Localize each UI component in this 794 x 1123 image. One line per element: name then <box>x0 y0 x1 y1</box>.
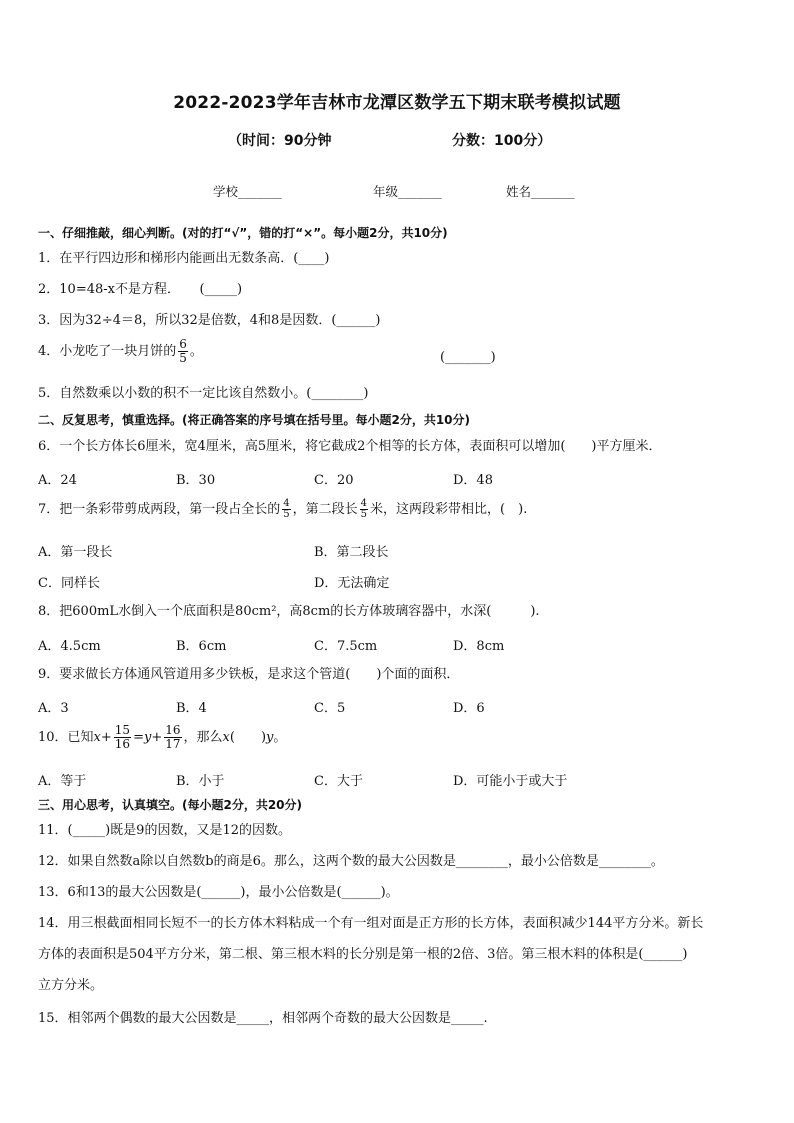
section-heading-1: 一、仔细推敲，细心判断。(对的打“√”，错的打“×”。每小题2分，共10分) <box>38 226 448 240</box>
question-4: 4．小龙吃了一块月饼的 $\frac{6}{5}$ 。 <box>38 337 203 365</box>
fraction-15-16: $\frac{15}{16}$ <box>114 723 131 751</box>
q10-option-d[interactable]: D．可能小于或大于 <box>453 774 568 789</box>
question-14-line-2: 方体的表面积是504平方分米，第二根、第三根木料的长分别是第一根的2倍、3倍。第三根木料的体积是(______) <box>38 947 688 962</box>
question-9: 9．要求做长方体通风管道用多少铁板，是求这个管道( )个面的面积． <box>38 667 460 682</box>
question-4-blank[interactable]: (_______) <box>440 350 496 365</box>
question-15: 15．相邻两个偶数的最大公因数是_____，相邻两个奇数的最大公因数是_____. <box>38 1011 488 1026</box>
q7-option-d[interactable]: D．无法确定 <box>314 576 390 591</box>
q9-option-b[interactable]: B．4 <box>176 701 207 716</box>
q6-option-b[interactable]: B．30 <box>176 473 216 488</box>
q8-option-d[interactable]: D．8cm <box>453 639 505 654</box>
fraction-16-17: $\frac{16}{17}$ <box>165 723 181 751</box>
q8-option-a[interactable]: A．4.5cm <box>38 639 101 654</box>
question-14-line-3: 立方分米。 <box>38 978 104 993</box>
question-10: 10．已知x+ $\frac{15}{16}$ =y+ $\frac{16}{17}$ ，那么x( )y。 <box>38 723 287 751</box>
question-4-text: 4．小龙吃了一块月饼的 <box>38 344 177 359</box>
fraction-4-5-a: $\frac{4}{5}$ <box>283 498 290 520</box>
question-8: 8．把600mL水倒入一个底面积是80cm²，高8cm的长方体玻璃容器中，水深( ). <box>38 604 540 619</box>
q8-option-c[interactable]: C．7.5cm <box>314 639 378 654</box>
q10-option-c[interactable]: C．大于 <box>314 774 363 789</box>
fraction-6-5: $\frac{6}{5}$ <box>179 337 187 365</box>
q7-option-b[interactable]: B．第二段长 <box>314 545 389 560</box>
q7-option-a[interactable]: A．第一段长 <box>38 545 113 560</box>
question-2: 2．10=48-x不是方程． (_____) <box>38 282 243 297</box>
question-7: 7．把一条彩带剪成两段，第一段占全长的 $\frac{4}{5}$ ，第二段长 $\frac{4}{5}$ 米，这两段彩带相比，( ). <box>38 498 528 520</box>
q9-option-d[interactable]: D．6 <box>453 701 485 716</box>
name-field[interactable]: 姓名_______ <box>506 184 575 199</box>
q6-option-d[interactable]: D．48 <box>453 473 493 488</box>
section-heading-3: 三、用心思考，认真填空。(每小题2分，共20分) <box>38 798 303 812</box>
question-11: 11．(_____)既是9的因数，又是12的因数。 <box>38 823 291 838</box>
question-12: 12．如果自然数a除以自然数b的商是6。那么，这两个数的最大公因数是________，最小公倍数是________。 <box>38 854 664 869</box>
question-13: 13．6和13的最大公因数是(______)，最小公倍数是(______)。 <box>38 885 399 900</box>
q7-option-c[interactable]: C．同样长 <box>38 576 100 591</box>
grade-field[interactable]: 年级_______ <box>373 184 442 199</box>
page-title: 2022-2023学年吉林市龙潭区数学五下期末联考模拟试题 <box>173 93 621 113</box>
question-1: 1．在平行四边形和梯形内能画出无数条高．(____) <box>38 251 330 266</box>
q10-option-a[interactable]: A．等于 <box>38 774 87 789</box>
exam-time: （时间：90分钟 <box>228 133 332 149</box>
question-14-line-1: 14．用三根截面相同长短不一的长方体木料粘成一个有一组对面是正方形的长方体，表面积减少144平方分米。新长 <box>38 916 704 931</box>
q6-option-c[interactable]: C．20 <box>314 473 354 488</box>
q10-option-b[interactable]: B．小于 <box>176 774 225 789</box>
question-3: 3．因为32÷4＝8，所以32是倍数，4和8是因数．(______) <box>38 313 381 328</box>
q9-option-c[interactable]: C．5 <box>314 701 346 716</box>
fraction-4-5-b: $\frac{4}{5}$ <box>360 498 368 520</box>
question-5: 5．自然数乘以小数的积不一定比该自然数小。(________) <box>38 386 369 401</box>
q8-option-b[interactable]: B．6cm <box>176 639 227 654</box>
exam-score: 分数：100分） <box>452 133 552 149</box>
question-6: 6．一个长方体长6厘米，宽4厘米，高5厘米，将它截成2个相等的长方体，表面积可以增加( )平方厘米． <box>38 439 662 454</box>
section-heading-2: 二、反复思考，慎重选择。(将正确答案的序号填在括号里。每小题2分，共10分) <box>38 413 471 427</box>
school-field[interactable]: 学校_______ <box>213 184 282 199</box>
q9-option-a[interactable]: A．3 <box>38 701 69 716</box>
q6-option-a[interactable]: A．24 <box>38 473 77 488</box>
